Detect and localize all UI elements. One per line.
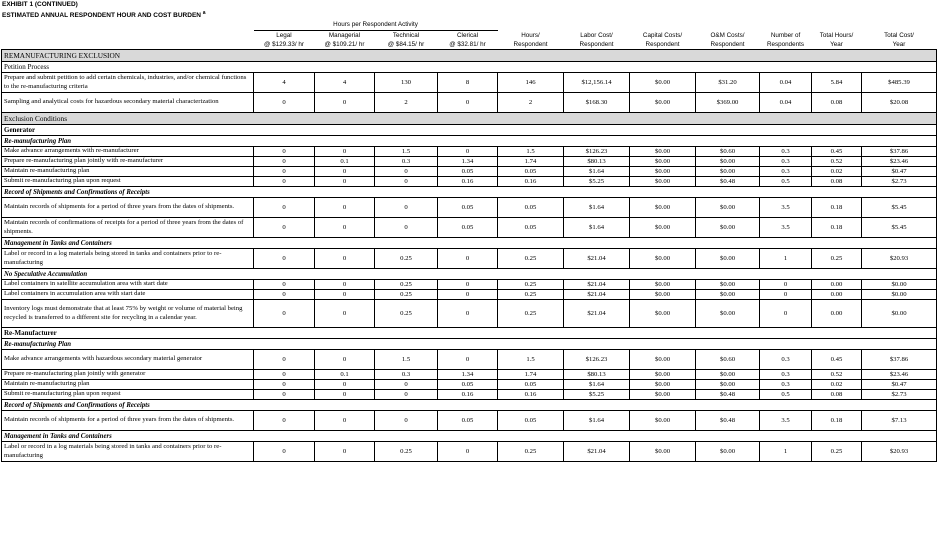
row-value: 0 — [315, 411, 375, 431]
row-value: 0.1 — [315, 157, 375, 167]
row-value: $2.73 — [862, 390, 937, 400]
row-value: $0.00 — [630, 300, 696, 328]
row-value: $0.00 — [696, 280, 760, 290]
row-value: 0 — [254, 380, 315, 390]
row-value: 0 — [254, 177, 315, 187]
row-value: 8 — [438, 73, 498, 93]
category-title: Management in Tanks and Containers — [2, 431, 937, 442]
category-row — [2, 431, 937, 442]
row-value: $0.48 — [696, 411, 760, 431]
row-value: 0.16 — [498, 390, 564, 400]
row-value: 0.05 — [438, 167, 498, 177]
row-value: $0.00 — [630, 157, 696, 167]
row-value: $23.46 — [862, 370, 937, 380]
row-value: 3.5 — [760, 198, 812, 218]
row-value: 0 — [254, 370, 315, 380]
table-row — [2, 218, 937, 238]
row-value: 0 — [315, 177, 375, 187]
exhibit-title-text: ESTIMATED ANNUAL RESPONDENT HOUR AND COST BURDEN — [2, 12, 201, 20]
row-value: $5.45 — [862, 198, 937, 218]
row-value: 1.34 — [438, 157, 498, 167]
row-value: 0 — [315, 390, 375, 400]
row-value: $23.46 — [862, 157, 937, 167]
row-value: 0 — [438, 280, 498, 290]
row-description: Prepare and submit petition to add certain chemicals, industries, and/or chemical functions to the re-manufacturing criteria — [2, 73, 254, 93]
row-value: $0.48 — [696, 177, 760, 187]
row-value: $0.00 — [696, 249, 760, 269]
row-value: 0 — [254, 157, 315, 167]
row-value: $485.39 — [862, 73, 937, 93]
category-title: Record of Shipments and Confirmations of Receipts — [2, 400, 937, 411]
row-value: 1.34 — [438, 370, 498, 380]
header-desc — [2, 31, 254, 50]
row-value: 0 — [254, 249, 315, 269]
row-value: $0.00 — [696, 370, 760, 380]
col-capital: Capital Costs/ Respondent — [630, 31, 696, 50]
row-value: $0.00 — [696, 442, 760, 462]
row-value: $21.04 — [564, 442, 630, 462]
table-row — [2, 198, 937, 218]
category-row — [2, 339, 937, 350]
row-value: 0.02 — [812, 380, 862, 390]
hours-group-header: Hours per Respondent Activity — [254, 20, 498, 31]
row-value: 0.04 — [760, 93, 812, 113]
row-value: $1.64 — [564, 218, 630, 238]
row-value: $126.23 — [564, 350, 630, 370]
row-value: 0.08 — [812, 93, 862, 113]
row-value: 0.5 — [760, 390, 812, 400]
row-value: $0.00 — [630, 442, 696, 462]
row-value: $0.00 — [630, 73, 696, 93]
row-description: Label containers in accumulation area with start date — [2, 290, 254, 300]
row-value: $1.64 — [564, 411, 630, 431]
row-value: 0.05 — [498, 198, 564, 218]
row-description: Prepare re-manufacturing plan jointly with generator — [2, 370, 254, 380]
row-value: 3.5 — [760, 218, 812, 238]
row-value: $80.13 — [564, 157, 630, 167]
footnote-mark: a — [202, 10, 206, 16]
row-value: 0.3 — [760, 370, 812, 380]
row-value: $2.73 — [862, 177, 937, 187]
row-value: $21.04 — [564, 290, 630, 300]
row-description: Maintain re-manufacturing plan — [2, 167, 254, 177]
row-value: $1.64 — [564, 198, 630, 218]
row-value: $21.04 — [564, 280, 630, 290]
row-value: 2 — [375, 93, 438, 113]
row-description: Make advance arrangements with hazardous secondary material generator — [2, 350, 254, 370]
row-value: 0.16 — [438, 390, 498, 400]
row-value: 0.25 — [498, 290, 564, 300]
row-value: 0 — [315, 147, 375, 157]
row-value: 0.3 — [375, 157, 438, 167]
row-description: Maintain records of confirmations of receipts for a period of three years from the dates of shipments. — [2, 218, 254, 238]
row-description: Prepare re-manufacturing plan jointly with re-manufacturer — [2, 157, 254, 167]
row-value: 0 — [315, 218, 375, 238]
table-row — [2, 390, 937, 400]
row-value: $0.00 — [862, 280, 937, 290]
row-value: $0.00 — [696, 218, 760, 238]
row-value: 0.45 — [812, 147, 862, 157]
row-description: Label or record in a log materials being stored in tanks and containers prior to re-manufacturing — [2, 249, 254, 269]
row-value: $0.00 — [630, 167, 696, 177]
row-value: $369.00 — [696, 93, 760, 113]
row-value: 0.08 — [812, 177, 862, 187]
col-total-cost: Total Cost/ Year — [862, 31, 937, 50]
row-value: 0.05 — [498, 218, 564, 238]
row-value: 0.25 — [375, 442, 438, 462]
row-value: $0.00 — [696, 290, 760, 300]
row-value: 1.5 — [375, 147, 438, 157]
section-header-row — [2, 50, 937, 62]
row-value: $80.13 — [564, 370, 630, 380]
row-value: 0 — [315, 300, 375, 328]
col-managerial: Managerial @ $109.21/ hr — [315, 31, 375, 50]
row-value: 0 — [254, 390, 315, 400]
row-value: 1.74 — [498, 370, 564, 380]
row-value: 0 — [254, 198, 315, 218]
table-body — [2, 50, 937, 462]
row-value: 4 — [315, 73, 375, 93]
row-value: $0.60 — [696, 350, 760, 370]
subsection-row — [2, 62, 937, 73]
row-value: 0.25 — [498, 280, 564, 290]
row-value: 0.00 — [812, 280, 862, 290]
row-description: Inventory logs must demonstrate that at least 75% by weight or volume of material being recycled is transferred to a different site for recycling in a calendar year. — [2, 300, 254, 328]
row-value: 0 — [760, 280, 812, 290]
row-value: $1.64 — [564, 167, 630, 177]
row-value: 0.3 — [760, 350, 812, 370]
table-row — [2, 370, 937, 380]
row-value: 0 — [438, 93, 498, 113]
row-value: 0 — [315, 93, 375, 113]
table-row — [2, 300, 937, 328]
row-value: 0 — [375, 380, 438, 390]
row-value: 0.3 — [760, 167, 812, 177]
section-title: REMANUFACTURING EXCLUSION — [2, 50, 937, 62]
row-value: 4 — [254, 73, 315, 93]
row-value: 0 — [375, 198, 438, 218]
subsection-title: Petition Process — [2, 62, 937, 73]
row-value: $0.60 — [696, 147, 760, 157]
row-value: 1.5 — [498, 147, 564, 157]
row-value: $21.04 — [564, 249, 630, 269]
row-value: $0.48 — [696, 390, 760, 400]
row-value: 146 — [498, 73, 564, 93]
row-description: Maintain re-manufacturing plan — [2, 380, 254, 390]
row-value: 0 — [438, 290, 498, 300]
row-value: 0 — [438, 442, 498, 462]
col-legal: Legal @ $129.33/ hr — [254, 31, 315, 50]
row-value: 0 — [438, 350, 498, 370]
col-hours: Hours/ Respondent — [498, 31, 564, 50]
table-row — [2, 167, 937, 177]
row-value: 0.18 — [812, 198, 862, 218]
col-total-hours: Total Hours/ Year — [812, 31, 862, 50]
table-row — [2, 147, 937, 157]
row-value: 0.18 — [812, 218, 862, 238]
row-value: 0.3 — [375, 370, 438, 380]
row-value: $5.45 — [862, 218, 937, 238]
row-value: 0.45 — [812, 350, 862, 370]
row-value: 0 — [315, 442, 375, 462]
subsection-row — [2, 328, 937, 339]
row-value: $0.00 — [630, 411, 696, 431]
row-description: Submit re-manufacturing plan upon request — [2, 177, 254, 187]
section-title: Exclusion Conditions — [2, 113, 937, 125]
row-value: $126.23 — [564, 147, 630, 157]
row-value: 130 — [375, 73, 438, 93]
row-value: $5.25 — [564, 390, 630, 400]
row-value: $0.00 — [630, 280, 696, 290]
row-value: $0.00 — [630, 290, 696, 300]
row-value: 0.52 — [812, 157, 862, 167]
row-value: $37.86 — [862, 147, 937, 157]
row-value: 0.18 — [812, 411, 862, 431]
row-value: 0 — [254, 218, 315, 238]
row-value: $20.08 — [862, 93, 937, 113]
row-value: 0 — [254, 280, 315, 290]
col-technical: Technical @ $84.15/ hr — [375, 31, 438, 50]
row-description: Label or record in a log materials being stored in tanks and containers prior to re-manufacturing — [2, 442, 254, 462]
col-clerical: Clerical @ $32.81/ hr — [438, 31, 498, 50]
row-value: 0.25 — [375, 249, 438, 269]
category-row — [2, 238, 937, 249]
table-row — [2, 280, 937, 290]
row-description: Sampling and analytical costs for hazardous secondary material characterization — [2, 93, 254, 113]
row-value: $5.25 — [564, 177, 630, 187]
category-title: Record of Shipments and Confirmations of Receipts — [2, 187, 937, 198]
row-value: 0.3 — [760, 157, 812, 167]
row-value: $1.64 — [564, 380, 630, 390]
row-value: $0.00 — [862, 300, 937, 328]
table-row — [2, 249, 937, 269]
col-om: O&M Costs/ Respondent — [696, 31, 760, 50]
row-value: $0.00 — [696, 198, 760, 218]
row-value: 0 — [315, 198, 375, 218]
row-description: Submit re-manufacturing plan upon request — [2, 390, 254, 400]
row-value: 0 — [254, 147, 315, 157]
row-description: Label containers in satellite accumulation area with start date — [2, 280, 254, 290]
category-title: Re-manufacturing Plan — [2, 136, 937, 147]
row-value: 0.25 — [812, 249, 862, 269]
row-value: 0.16 — [498, 177, 564, 187]
row-value: 0 — [760, 290, 812, 300]
exhibit-label: EXHIBIT 1 (CONTINUED) — [2, 1, 78, 8]
row-value: 0 — [438, 147, 498, 157]
row-value: 0.25 — [375, 280, 438, 290]
category-title: No Speculative Accumulation — [2, 269, 937, 280]
row-value: 0.02 — [812, 167, 862, 177]
row-value: 0 — [315, 249, 375, 269]
row-value: $0.00 — [630, 249, 696, 269]
row-value: $0.00 — [696, 380, 760, 390]
table-row — [2, 73, 937, 93]
row-value: $0.00 — [630, 177, 696, 187]
row-value: 1.5 — [498, 350, 564, 370]
row-value: 0.08 — [812, 390, 862, 400]
row-value: 5.84 — [812, 73, 862, 93]
row-value: 0.04 — [760, 73, 812, 93]
row-value: 0 — [254, 290, 315, 300]
row-value: 0 — [315, 350, 375, 370]
row-value: 0.00 — [812, 290, 862, 300]
row-value: 0 — [254, 93, 315, 113]
row-value: $21.04 — [564, 300, 630, 328]
row-value: 0 — [438, 300, 498, 328]
row-value: $37.86 — [862, 350, 937, 370]
row-value: 1.5 — [375, 350, 438, 370]
row-value: 0 — [254, 442, 315, 462]
row-value: 0 — [375, 167, 438, 177]
row-value: 0.25 — [812, 442, 862, 462]
row-value: 0.3 — [760, 380, 812, 390]
table-row — [2, 350, 937, 370]
row-value: 0 — [760, 300, 812, 328]
row-value: $0.00 — [630, 370, 696, 380]
row-value: 0.25 — [375, 290, 438, 300]
section-header-row — [2, 113, 937, 125]
category-row — [2, 269, 937, 280]
row-value: 1 — [760, 249, 812, 269]
row-value: 0 — [315, 280, 375, 290]
row-value: 0.05 — [438, 198, 498, 218]
row-value: $20.93 — [862, 442, 937, 462]
row-value: 0.05 — [438, 411, 498, 431]
table-row — [2, 177, 937, 187]
row-value: 0.16 — [438, 177, 498, 187]
row-value: $0.00 — [862, 290, 937, 300]
row-value: 0.05 — [438, 380, 498, 390]
row-value: 0.00 — [812, 300, 862, 328]
row-value: 0.5 — [760, 177, 812, 187]
row-value: 0.25 — [498, 249, 564, 269]
row-value: 0 — [315, 380, 375, 390]
category-row — [2, 400, 937, 411]
category-title: Management in Tanks and Containers — [2, 238, 937, 249]
row-value: 0.05 — [438, 218, 498, 238]
row-value: $0.00 — [696, 300, 760, 328]
row-value: 2 — [498, 93, 564, 113]
exhibit-title — [0, 9, 937, 20]
row-value: 0.25 — [498, 442, 564, 462]
table-row — [2, 290, 937, 300]
row-value: 0.05 — [498, 411, 564, 431]
row-value: 0 — [438, 249, 498, 269]
row-value: $7.13 — [862, 411, 937, 431]
row-value: $0.00 — [630, 93, 696, 113]
table-row — [2, 380, 937, 390]
row-value: 3.5 — [760, 411, 812, 431]
row-description: Maintain records of shipments for a period of three years from the dates of shipments. — [2, 198, 254, 218]
row-value: 0.25 — [375, 300, 438, 328]
col-labor: Labor Cost/ Respondent — [564, 31, 630, 50]
row-value: 0 — [315, 290, 375, 300]
row-value: 0.3 — [760, 147, 812, 157]
category-row — [2, 187, 937, 198]
table-row — [2, 411, 937, 431]
row-value: $20.93 — [862, 249, 937, 269]
header-blank — [2, 20, 254, 31]
row-value: $0.47 — [862, 167, 937, 177]
row-value: $0.00 — [630, 198, 696, 218]
row-value: $31.20 — [696, 73, 760, 93]
row-value: $0.00 — [696, 157, 760, 167]
row-value: $0.00 — [630, 218, 696, 238]
row-value: 0 — [254, 300, 315, 328]
row-value: $12,156.14 — [564, 73, 630, 93]
category-title: Re-manufacturing Plan — [2, 339, 937, 350]
row-value: 0 — [375, 177, 438, 187]
row-value: $0.47 — [862, 380, 937, 390]
row-value: 0.52 — [812, 370, 862, 380]
table-row — [2, 157, 937, 167]
row-value: 0 — [254, 167, 315, 177]
row-value: 0 — [375, 411, 438, 431]
subsection-title: Generator — [2, 125, 937, 136]
row-value: $0.00 — [630, 147, 696, 157]
row-value: 1.74 — [498, 157, 564, 167]
row-value: 0.1 — [315, 370, 375, 380]
table-row — [2, 93, 937, 113]
row-value: 0 — [254, 411, 315, 431]
table-header — [2, 20, 937, 50]
row-value: 0 — [315, 167, 375, 177]
subsection-row — [2, 125, 937, 136]
row-value: 0.05 — [498, 380, 564, 390]
row-value: 0 — [375, 218, 438, 238]
row-value: $0.00 — [630, 350, 696, 370]
row-description: Maintain records of shipments for a period of three years from the dates of shipments. — [2, 411, 254, 431]
col-respondents: Number of Respondents — [760, 31, 812, 50]
subsection-title: Re-Manufacturer — [2, 328, 937, 339]
row-value: 0.25 — [498, 300, 564, 328]
row-value: $0.00 — [630, 380, 696, 390]
row-value: 0 — [254, 350, 315, 370]
burden-table — [1, 20, 937, 462]
row-value: $168.30 — [564, 93, 630, 113]
row-value: 1 — [760, 442, 812, 462]
row-value: 0 — [375, 390, 438, 400]
row-description: Make advance arrangements with re-manufacturer — [2, 147, 254, 157]
category-row — [2, 136, 937, 147]
row-value: $0.00 — [630, 390, 696, 400]
row-value: 0.05 — [498, 167, 564, 177]
row-value: $0.00 — [696, 167, 760, 177]
table-row — [2, 442, 937, 462]
